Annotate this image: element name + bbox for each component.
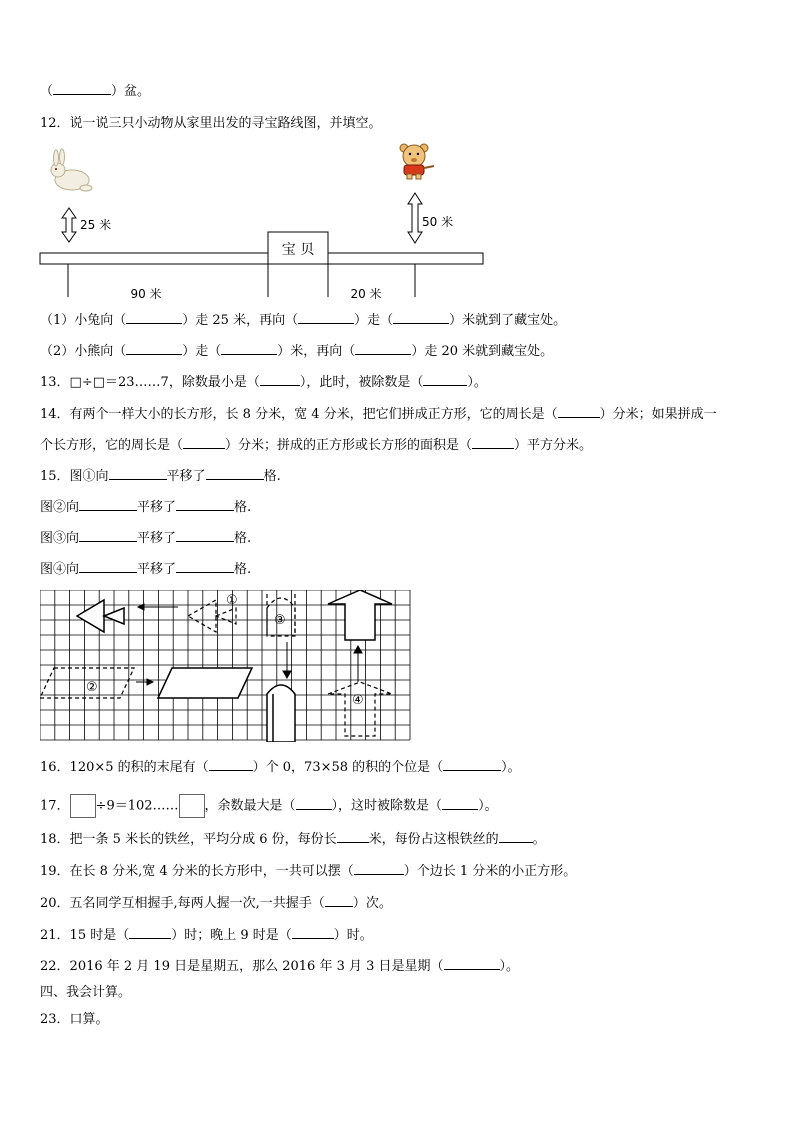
q11-tail: （ ）盆。 — [40, 84, 151, 99]
answer-blank[interactable] — [79, 560, 137, 573]
road — [40, 253, 483, 264]
answer-blank[interactable] — [442, 797, 478, 810]
answer-blank[interactable] — [126, 311, 182, 324]
q12-title: 12．说一说三只小动物从家里出发的寻宝路线图，并填空。 — [40, 116, 382, 131]
answer-blank[interactable] — [292, 926, 334, 939]
q20: 20．五名同学互相握手,每两人握一次,一共握手（ ）次。 — [40, 896, 392, 911]
q23: 23．口算。 — [40, 1012, 109, 1027]
answer-blank[interactable] — [423, 373, 467, 386]
answer-blank[interactable] — [209, 758, 253, 771]
answer-blank[interactable] — [444, 957, 500, 970]
q13: 13．□÷□＝23……7，除数最小是（ ），此时，被除数是（ ）。 — [40, 375, 487, 390]
answer-blank[interactable] — [337, 830, 369, 843]
answer-blank[interactable] — [176, 498, 234, 511]
q19: 19．在长 8 分米,宽 4 分米的长方形中，一共可以摆（ ）个边长 1 分米的小正方形。 — [40, 864, 577, 879]
label-three: ③ — [274, 613, 286, 628]
dividend-box[interactable] — [70, 794, 96, 818]
bear-distance-arrow — [408, 193, 422, 243]
answer-blank[interactable] — [176, 560, 234, 573]
answer-blank[interactable] — [298, 311, 354, 324]
answer-blank[interactable] — [176, 529, 234, 542]
answer-blank[interactable] — [53, 82, 111, 95]
answer-blank[interactable] — [296, 797, 332, 810]
remainder-box[interactable] — [179, 794, 205, 818]
q16: 16．120×5 的积的末尾有（ ）个 0，73×58 的积的个位是（ ）。 — [40, 760, 521, 775]
q14-line1: 14．有两个一样大小的长方形，长 8 分米，宽 4 分米，把它们拼成正方形，它的周长是（ ）分米；如果拼成一 — [40, 407, 717, 422]
label-one: ① — [226, 593, 238, 608]
rabbit-distance-arrow — [62, 208, 76, 242]
q18: 18．把一条 5 米长的铁丝，平均分成 6 份，每份长 米，每份占这根铁丝的 。 — [40, 832, 546, 847]
label-four: ④ — [352, 693, 364, 708]
q22: 22．2016 年 2 月 19 日是星期五，那么 2016 年 3 月 3 日是星期（ ）。 — [40, 959, 520, 974]
answer-blank[interactable] — [499, 830, 533, 843]
answer-blank[interactable] — [558, 405, 600, 418]
shape-four-moved — [328, 590, 392, 640]
answer-blank[interactable] — [355, 342, 411, 355]
answer-blank[interactable] — [354, 862, 404, 875]
rabbit-icon — [51, 149, 92, 191]
left-distance-label: 90 米 — [130, 287, 162, 301]
label-two: ② — [86, 680, 98, 695]
answer-blank[interactable] — [79, 498, 137, 511]
q15-line1: 15．图①向 平移了 格. — [40, 469, 281, 484]
bear-distance-label: 50 米 — [422, 215, 454, 229]
shape-three-moved — [267, 685, 295, 742]
answer-blank[interactable] — [443, 758, 501, 771]
q15-line4: 图④向 平移了 格. — [40, 562, 252, 577]
answer-blank[interactable] — [109, 467, 167, 480]
q17: 17． ÷9＝102…… ，余数最大是（ ），这时被除数是（ ）。 — [40, 794, 498, 818]
answer-blank[interactable] — [260, 373, 300, 386]
move-arrow-down — [283, 642, 291, 678]
answer-blank[interactable] — [129, 926, 171, 939]
answer-blank[interactable] — [126, 342, 182, 355]
move-arrow-up — [354, 646, 362, 682]
q15-line3: 图③向 平移了 格. — [40, 531, 252, 546]
q12-line1: （1）小兔向（ ）走 25 米，再向（ ）走（ ）米就到了藏宝处。 — [40, 313, 567, 328]
bear-icon — [400, 144, 434, 179]
answer-blank[interactable] — [221, 342, 277, 355]
q15-line2: 图②向 平移了 格. — [40, 500, 252, 515]
answer-blank[interactable] — [325, 894, 353, 907]
answer-blank[interactable] — [472, 436, 514, 449]
answer-blank[interactable] — [183, 436, 225, 449]
answer-blank[interactable] — [206, 467, 264, 480]
treasure-label: 宝 贝 — [281, 242, 315, 258]
treasure-route-diagram — [0, 140, 794, 310]
q21: 21．15 时是（ ）时；晚上 9 时是（ ）时。 — [40, 928, 373, 943]
q12-line2: （2）小熊向（ ）走（ ）米，再向（ ）走 20 米就到藏宝处。 — [40, 344, 554, 359]
right-distance-label: 20 米 — [350, 287, 382, 301]
translation-grid — [40, 590, 412, 742]
answer-blank[interactable] — [393, 311, 449, 324]
rabbit-distance-label: 25 米 — [80, 218, 112, 232]
answer-blank[interactable] — [79, 529, 137, 542]
shape-two-moved — [158, 668, 252, 698]
shape-four-original — [328, 682, 392, 736]
section-four-heading: 四、我会计算。 — [40, 985, 132, 1000]
q14-line2: 个长方形，它的周长是（ ）分米；拼成的正方形或长方形的面积是（ ）平方分米。 — [40, 438, 593, 453]
